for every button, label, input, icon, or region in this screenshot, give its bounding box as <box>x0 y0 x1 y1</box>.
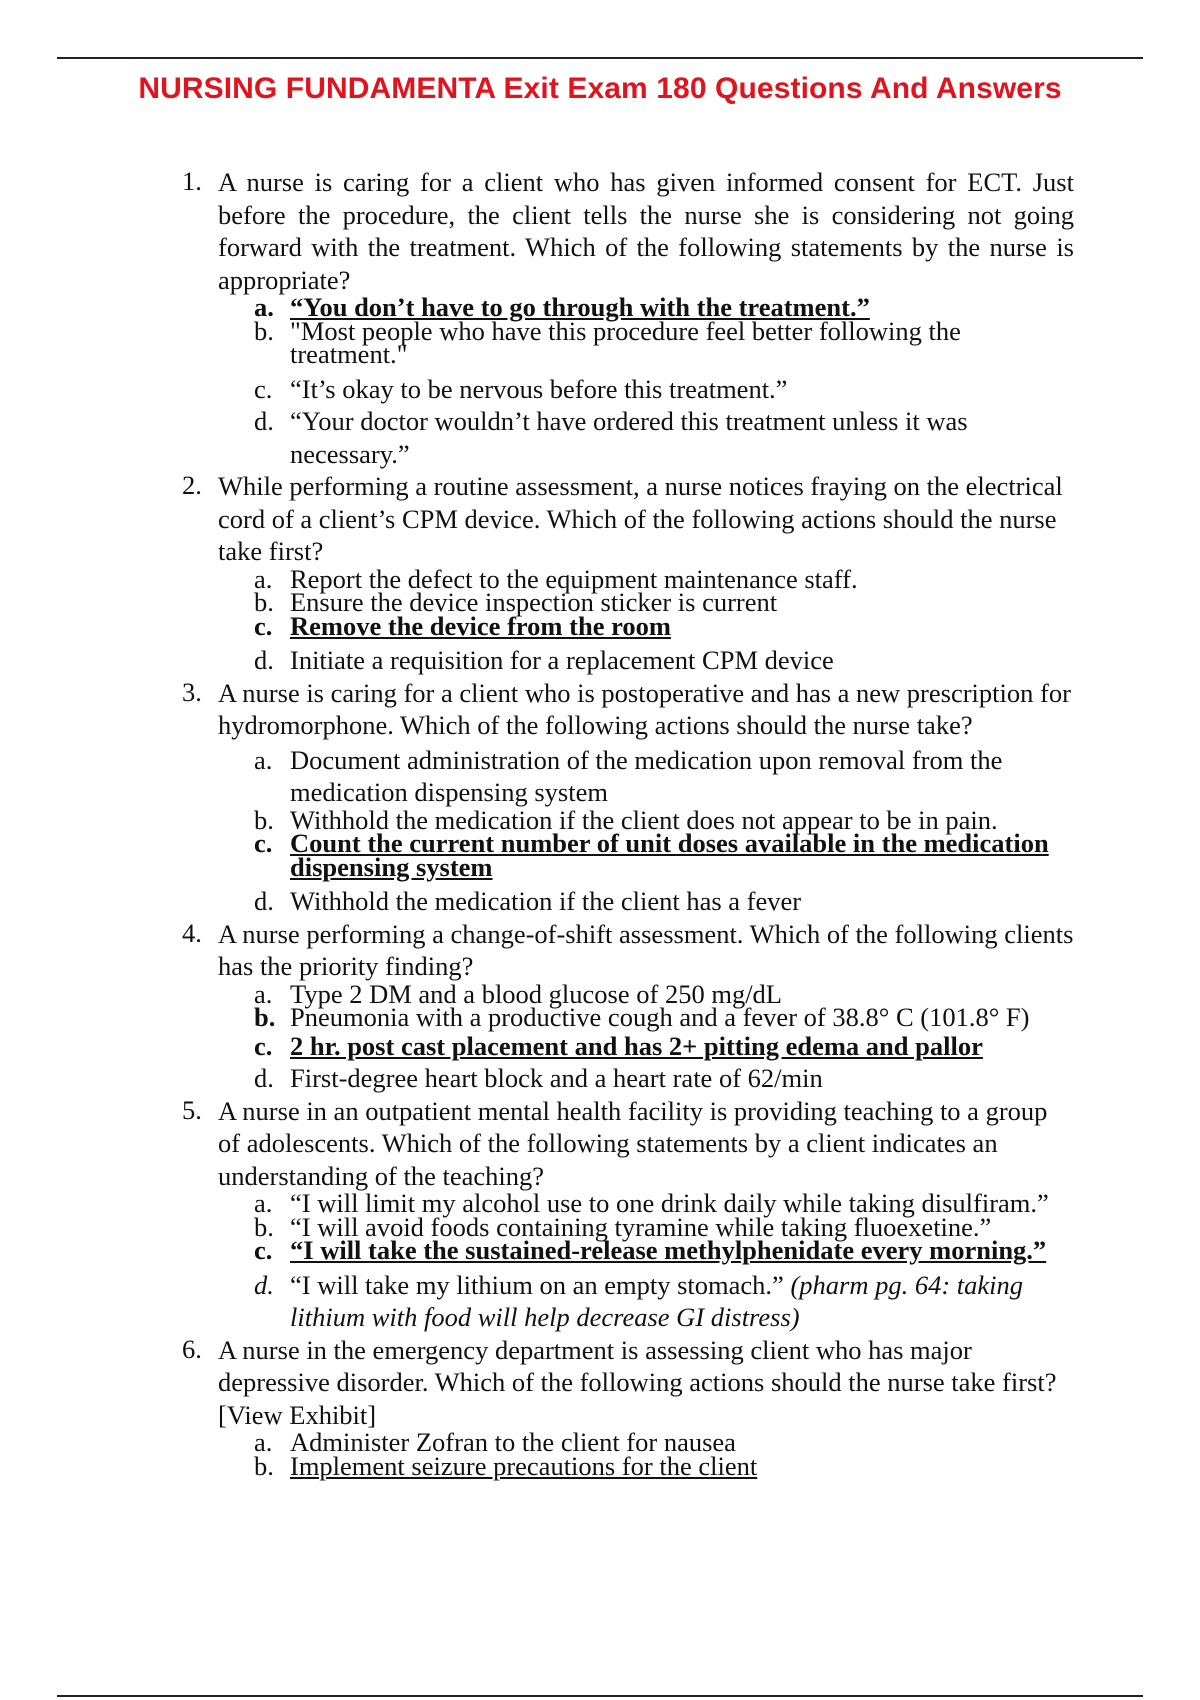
option-letter: a. <box>254 978 273 1009</box>
option-text: Ensure the device inspection sticker is current <box>290 587 778 617</box>
question-number: 6. <box>182 1333 202 1364</box>
option-text: “I will limit my alcohol use to one drink daily while taking disulfiram.” <box>290 1188 1049 1218</box>
option-letter: b. <box>254 587 274 617</box>
answer-option <box>254 373 1074 406</box>
option-text: "Most people who have this procedure feel better following the treatment." <box>290 315 961 369</box>
option-text: Initiate a requisition for a replacement CPM device <box>290 645 834 675</box>
question-number: 3. <box>182 676 202 707</box>
option-text: “It’s okay to be nervous before this treatment.” <box>290 373 788 404</box>
question-4 <box>182 917 1074 1095</box>
question-2 <box>182 470 1074 677</box>
option-text: “You don’t have to go through with the treatment.” <box>290 292 870 322</box>
question-stem: A nurse in an outpatient mental health facility is providing teaching to a group of adolescents. Which of the following statements by a client indicates an understanding of the teaching? <box>218 1095 1048 1191</box>
answer-option <box>254 644 1074 677</box>
answer-options <box>218 1188 1074 1334</box>
option-letter: c. <box>254 828 273 858</box>
question-5 <box>182 1094 1074 1334</box>
answer-option <box>254 315 1074 369</box>
answer-option-correct <box>254 1030 1074 1063</box>
question-number: 2. <box>182 470 202 500</box>
option-text: Remove the device from the room <box>290 610 671 641</box>
option-letter: d. <box>254 406 274 436</box>
option-letter: c. <box>254 610 273 641</box>
option-letter: b. <box>254 804 274 835</box>
option-letter: c. <box>254 373 273 404</box>
option-letter: c. <box>254 1235 273 1265</box>
question-list <box>0 166 1200 1481</box>
option-text: Administer Zofran to the client for nausea <box>290 1427 736 1457</box>
answer-option <box>254 1269 1074 1334</box>
option-text: Pneumonia with a productive cough and a fever of 38.8° C (101.8° F) <box>290 1002 1030 1032</box>
option-text: “Your doctor wouldn’t have ordered this treatment unless it was necessary.” <box>290 406 968 469</box>
question-stem: While performing a routine assessment, a nurse notices fraying on the electrical cord of a client’s CPM device. Which of the following actions should the nurse take first? <box>218 471 1063 566</box>
option-text: “I will take my lithium on an empty stomach.” <box>290 1269 784 1300</box>
answer-option-correct <box>254 1235 1074 1265</box>
option-letter: d. <box>254 1269 274 1300</box>
answer-option <box>254 405 1074 470</box>
option-letter: a. <box>254 563 273 594</box>
answer-options <box>218 744 1074 918</box>
question-number: 5. <box>182 1094 202 1125</box>
question-number: 1. <box>182 166 202 196</box>
answer-options <box>218 563 1074 677</box>
answer-options <box>218 1427 1074 1481</box>
question-stem: A nurse is caring for a client who is postoperative and has a new prescription for hydromorphone. Which of the following actions should the nurse take? <box>218 677 1071 740</box>
question-6 <box>182 1333 1074 1481</box>
question-3 <box>182 676 1074 918</box>
answer-option <box>254 1002 1074 1032</box>
question-stem: A nurse in the emergency department is assessing client who has major depressive disorder. Which of the following actions should the nurse take first? [View Exhibit] <box>218 1334 1057 1430</box>
answer-option-correct <box>254 610 1074 641</box>
question-stem: A nurse is caring for a client who has given informed consent for ECT. Just before the procedure, the client tells the nurse she is considering not going forward with the treatment. Which of the following statements by the nurse is appropriate? <box>218 167 1074 295</box>
answer-option <box>254 1450 1074 1481</box>
option-letter: a. <box>254 1427 273 1457</box>
option-text: Count the current number of unit doses available in the medication dispensing system <box>290 828 1049 882</box>
option-letter: d. <box>254 886 274 916</box>
option-text: Type 2 DM and a blood glucose of 250 mg/dL <box>290 978 782 1009</box>
question-number: 4. <box>182 917 202 948</box>
answer-option <box>254 885 1074 918</box>
option-letter: c. <box>254 1030 273 1061</box>
option-letter: a. <box>254 744 273 775</box>
option-letter: b. <box>254 1450 274 1481</box>
option-text: “I will take the sustained-release methylphenidate every morning.” <box>290 1235 1047 1265</box>
bottom-rule <box>57 1695 1143 1697</box>
question-stem: A nurse performing a change-of-shift assessment. Which of the following clients has the priority finding? <box>218 918 1074 981</box>
option-text: “I will avoid foods containing tyramine while taking fluoexetine.” <box>290 1211 992 1242</box>
answer-option <box>254 1062 1074 1095</box>
document-title: NURSING FUNDAMENTA Exit Exam 180 Questions And Answers <box>138 72 1062 105</box>
option-letter: d. <box>254 645 274 675</box>
answer-option <box>254 744 1074 809</box>
option-text: Implement seizure precautions for the client <box>290 1450 758 1481</box>
option-letter: b. <box>254 315 274 346</box>
option-text: Withhold the medication if the client does not appear to be in pain. <box>290 804 998 835</box>
option-text: First-degree heart block and a heart rate of 62/min <box>290 1063 823 1093</box>
answer-options <box>218 292 1074 470</box>
top-rule <box>57 57 1143 59</box>
answer-options <box>218 978 1074 1095</box>
option-text: Withhold the medication if the client has a fever <box>290 886 802 916</box>
answer-option-correct <box>254 828 1074 882</box>
option-text: Document administration of the medication upon removal from the medication dispensing system <box>290 744 1003 807</box>
option-letter: b. <box>254 1211 274 1242</box>
option-text: 2 hr. post cast placement and has 2+ pitting edema and pallor <box>290 1030 983 1061</box>
option-letter: d. <box>254 1063 274 1093</box>
option-letter: a. <box>254 1188 273 1218</box>
option-letter: b. <box>254 1002 276 1032</box>
option-text: Report the defect to the equipment maintenance staff. <box>290 563 858 594</box>
question-1 <box>182 166 1074 470</box>
option-note: (pharm pg. 64: taking lithium with food will help decrease GI distress) <box>290 1269 1024 1332</box>
option-letter: a. <box>254 292 274 322</box>
